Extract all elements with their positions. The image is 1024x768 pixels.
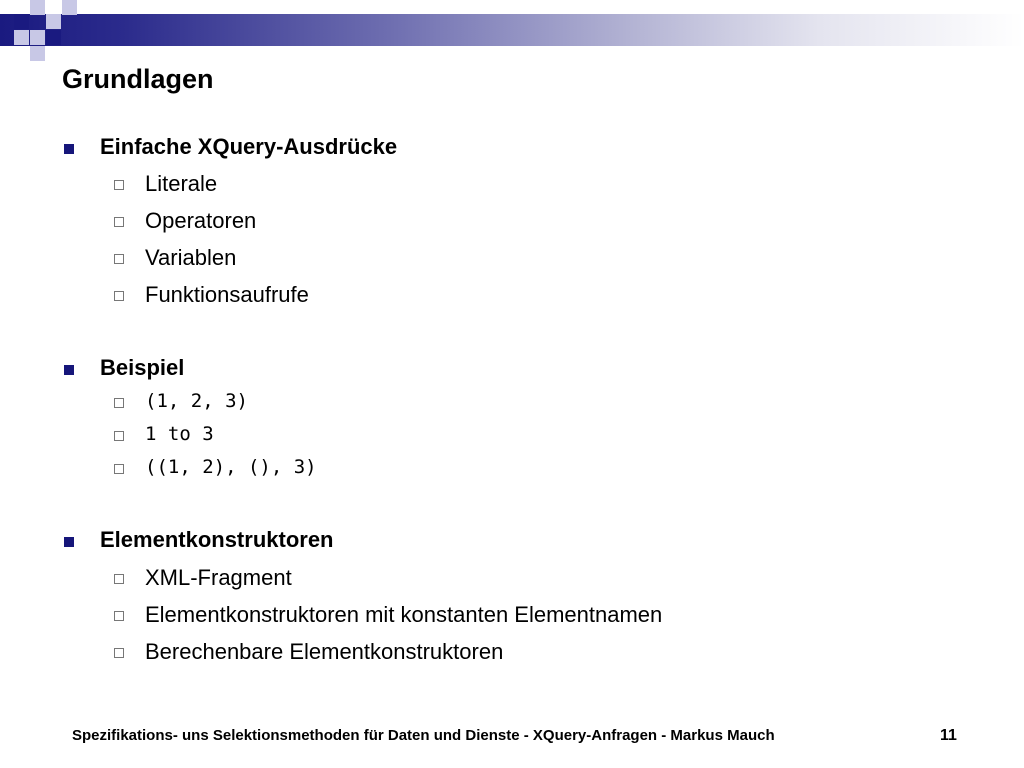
list-item: XML-Fragment: [145, 565, 292, 590]
list-item: Berechenbare Elementkonstruktoren: [145, 639, 504, 664]
bullet-square-icon: [64, 144, 74, 154]
section-heading: Beispiel: [100, 355, 185, 380]
bullet-hollow-square-icon: [114, 574, 124, 584]
bullet-hollow-square-icon: [114, 180, 124, 190]
code-item: (1, 2, 3): [145, 390, 248, 412]
code-item: 1 to 3: [145, 423, 214, 445]
page-number: 11: [940, 727, 957, 744]
list-item: Elementkonstruktoren mit konstanten Elementnamen: [145, 602, 663, 627]
list-item: Operatoren: [145, 208, 257, 233]
list-item: Variablen: [145, 245, 237, 270]
slide-title: Grundlagen: [62, 64, 214, 94]
bullet-hollow-square-icon: [114, 648, 124, 658]
bullet-hollow-square-icon: [114, 254, 124, 264]
bullet-hollow-square-icon: [114, 291, 124, 301]
bullet-hollow-square-icon: [114, 398, 124, 408]
bullet-square-icon: [64, 537, 74, 547]
section-heading: Elementkonstruktoren: [100, 527, 334, 552]
section-heading: Einfache XQuery-Ausdrücke: [100, 134, 398, 159]
bullet-hollow-square-icon: [114, 464, 124, 474]
code-item: ((1, 2), (), 3): [145, 456, 317, 478]
bullet-square-icon: [64, 365, 74, 375]
footer-text: Spezifikations- uns Selektionsmethoden für Daten und Dienste - XQuery-Anfragen - Markus Mauch: [72, 727, 775, 744]
list-item: Funktionsaufrufe: [145, 282, 309, 307]
list-item: Literale: [145, 171, 218, 196]
bullet-hollow-square-icon: [114, 611, 124, 621]
bullet-hollow-square-icon: [114, 431, 124, 441]
bullet-hollow-square-icon: [114, 217, 124, 227]
